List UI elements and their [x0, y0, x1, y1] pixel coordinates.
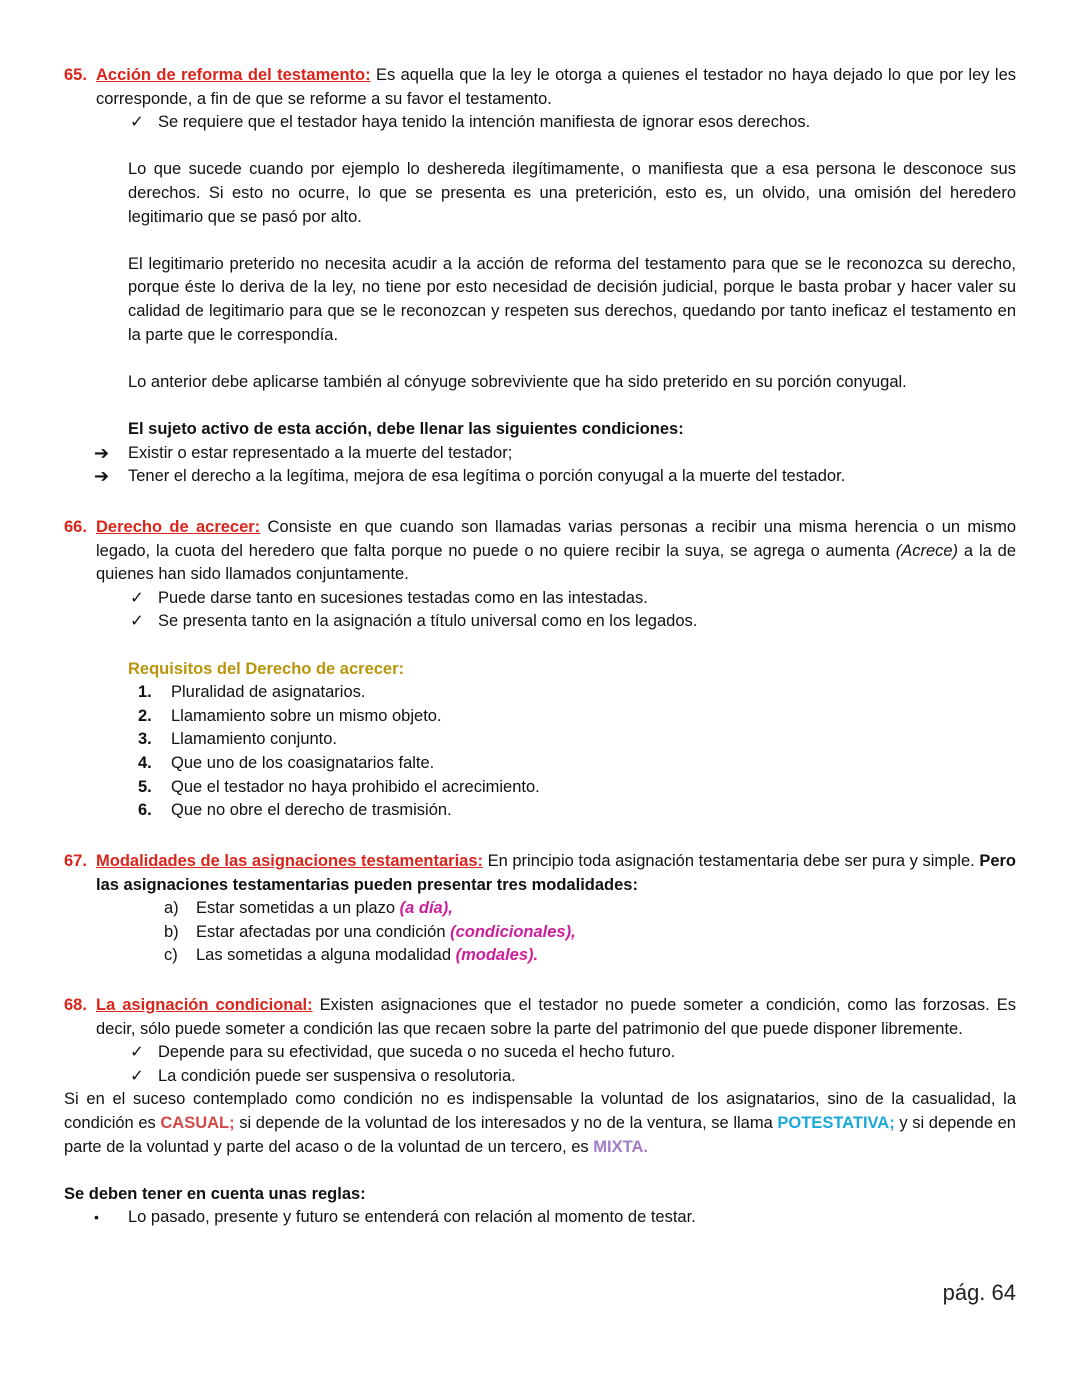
checkmark-icon: ✓ — [130, 1066, 144, 1085]
section-66 — [64, 516, 1016, 823]
paragraph: Lo anterior debe aplicarse también al cónyuge sobreviviente que ha sido preterido en su porción conyugal. — [128, 372, 907, 391]
list-item: b) Estar afectadas por una condición (condicionales), — [164, 922, 576, 941]
rules-heading: Se deben tener en cuenta unas reglas: — [64, 1184, 366, 1203]
list-item: 4. Que uno de los coasignatarios falte. — [138, 753, 435, 772]
requirements-heading: Requisitos del Derecho de acrecer: — [128, 659, 405, 678]
arrow-item: ➔ Existir o estar representado a la muerte del testador; — [64, 442, 1016, 466]
section-title: Acción de reforma del testamento: — [96, 66, 371, 84]
section-number: 65. — [64, 66, 87, 84]
check-item: ✓ Depende para su efectividad, que suceda o no suceda el hecho futuro. — [64, 1041, 1016, 1065]
page-number: pág. 64 — [942, 1280, 1016, 1305]
section-intro: Derecho de acrecer: Consiste en que cuando son llamadas varias personas a recibir una misma herencia o un mismo legado, la cuota del heredero que falta porque no puede o no quiere recibir la suya, se agrega o aumenta (Acrece) a la de quienes han sido llamados conjuntamente. — [96, 518, 1016, 584]
bullet-item: • Lo pasado, presente y futuro se entenderá con relación al momento de testar. — [64, 1206, 1016, 1230]
checkmark-icon: ✓ — [130, 588, 144, 607]
section-title: La asignación condicional: — [96, 996, 313, 1014]
list-item: a) Estar sometidas a un plazo (a día), — [164, 899, 453, 918]
check-item: ✓ Se requiere que el testador haya tenido la intención manifiesta de ignorar esos derechos. — [64, 111, 1016, 135]
section-68 — [64, 994, 1016, 1230]
section-number: 67. — [64, 852, 87, 870]
arrow-right-icon: ➔ — [94, 442, 110, 463]
section-number: 66. — [64, 518, 87, 536]
section-intro: Modalidades de las asignaciones testamentarias: En principio toda asignación testamentaria debe ser pura y simple. Pero las asignaciones testamentarias pueden presentar tres modalidades: — [96, 852, 1016, 894]
conditions-heading: El sujeto activo de esta acción, debe llenar las siguientes condiciones: — [128, 419, 684, 438]
section-67 — [64, 850, 1016, 968]
list-item: 6. Que no obre el derecho de trasmisión. — [138, 801, 452, 820]
arrow-item: ➔ Tener el derecho a la legítima, mejora de esa legítima o porción conyugal a la muerte del testador. — [64, 465, 1016, 489]
section-intro: Acción de reforma del testamento: Es aquella que la ley le otorga a quienes el testador no haya dejado lo que por ley les corresponde, a fin de que se reforme a su favor el testamento. — [96, 66, 1016, 108]
section-65 — [64, 64, 1016, 489]
paragraph: Lo que sucede cuando por ejemplo lo deshereda ilegítimamente, o manifiesta que a esa persona le desconoce sus derechos. Si esto no ocurre, lo que se presenta es una preterición, esto es, un olvido, una omisión del heredero legitimario que se pasó por alto. — [128, 160, 1016, 226]
checkmark-icon: ✓ — [130, 113, 144, 132]
arrow-right-icon: ➔ — [94, 466, 110, 487]
checkmark-icon: ✓ — [130, 1043, 144, 1062]
list-item: 5. Que el testador no haya prohibido el acrecimiento. — [138, 777, 540, 796]
section-number: 68. — [64, 996, 87, 1014]
list-item: 2. Llamamiento sobre un mismo objeto. — [138, 706, 442, 725]
check-item: ✓ Puede darse tanto en sucesiones testadas como en las intestadas. — [64, 587, 1016, 611]
list-item: 1. Pluralidad de asignatarios. — [138, 683, 366, 702]
section-title: Modalidades de las asignaciones testamentarias: — [96, 852, 484, 870]
check-item: ✓ La condición puede ser suspensiva o resolutoria. — [64, 1065, 1016, 1089]
paragraph: El legitimario preterido no necesita acudir a la acción de reforma del testamento para que se le reconozca su derecho, porque éste lo deriva de la ley, no tiene por esto necesidad de decisión judicial, porque le basta probar y hacer valer su calidad de legitimario para que se le reconozcan y respeten sus derechos, quedando por tanto ineficaz el testamento en la parte que le correspondía. — [128, 254, 1016, 344]
check-item: ✓ Se presenta tanto en la asignación a título universal como en los legados. — [64, 610, 1016, 634]
bullet-icon: • — [94, 1209, 99, 1226]
section-title: Derecho de acrecer: — [96, 518, 261, 536]
paragraph: Si en el suceso contemplado como condición no es indispensable la voluntad de los asignatarios, sino de la casualidad, la condición es CASUAL; si depende de la voluntad de los interesados y no de la ventura, se llama POTESTATIVA; y si depende en parte de la voluntad y parte del acaso o de la voluntad de un tercero, es MIXTA. — [64, 1090, 1016, 1156]
checkmark-icon: ✓ — [130, 612, 144, 631]
list-item: 3. Llamamiento conjunto. — [138, 730, 338, 749]
list-item: c) Las sometidas a alguna modalidad (modales). — [164, 946, 539, 965]
section-intro: La asignación condicional: Existen asignaciones que el testador no puede someter a condición, como las forzosas. Es decir, sólo puede someter a condición las que recaen sobre la parte del patrimonio del que puede disponer libremente. — [96, 996, 1016, 1038]
